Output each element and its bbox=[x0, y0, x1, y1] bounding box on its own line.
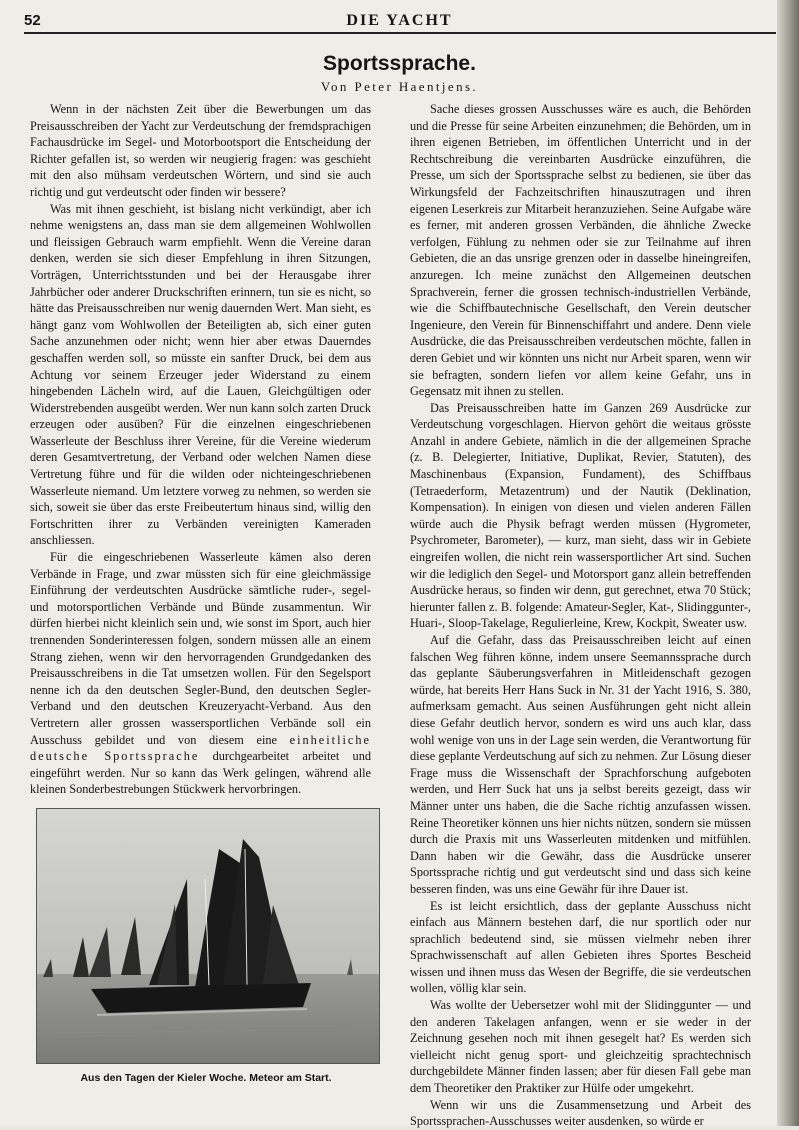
sailing-yacht-photo bbox=[36, 808, 380, 1064]
paragraph: Wenn in der nächsten Zeit über die Bewerbungen um das Preisausschreiben der Yacht zur Verdeutschung der fremdsprachigen Fachausdrücke im Segel- und Motorbootsport die Entscheidung der Richter gefallen ist, so werden wir neugierig fragen: was geschieht mit den also mühsam verdeutschen Wörtern, und sind sie auch richtig und gut verdeutscht oder finden wir bessere? bbox=[30, 102, 371, 199]
paragraph-text: arbeitet und eingeführt werden. Nur so kann das Werk gelingen, während alle kleinen Sonderbestrebungen Stückwerk hervorbringen. bbox=[30, 749, 371, 797]
photo-drawing bbox=[37, 809, 379, 1063]
paragraph: Auf die Gefahr, dass das Preisausschreiben leicht auf einen falschen Weg führen könne, indem unsere Seemannssprache durch das geplante Säuberungsverfahren in Mitleidenschaft gezogen würde, hat bereits Herr Hans Suck in Nr. 31 der Yacht 1916, S. 380, aufmerksam gemacht. Aus seinen Ausführungen geht nicht allein diese Gefahr deutlich hervor, sondern es wird uns auch klar, dass wohl wenige von uns in der Lage sein werden, die Verantwortung für diese geplante Verdeutschung auf sich zu nehmen. Zur Lösung dieser Frage muss die Wissenschaft der Sprachforschung aufgeboten werden, und Herr Suck hat uns ja selbst bereits gezeigt, dass wir Männer unter uns haben, die die Sache richtig anzufassen wissen. Reine Theoretiker können uns hier nichts nützen, sondern sie müssen durch die Praxis mit uns Wasserleuten mitdenken und mitfühlen. Dann haben wir die Gewähr, dass die Ausdrücke unserer Sportssprache richtig und gut verdeutscht sind und dass sich keine besseren finden, was uns eine Gewähr für ihre Dauer ist. bbox=[410, 633, 751, 896]
paragraph: Was mit ihnen geschieht, ist bislang nicht verkündigt, aber ich nehme wenigstens an, dass man sie dem allgemeinen Wohlwollen und fleissigen Gebrauch warm empfiehlt. Wenn die Vereine daran denken, werden sie sich dieser Empfehlung in ihren Sitzungen, Vorträgen, Unterrichtsstunden und bei der Herausgabe ihrer Jahrbücher oder anderer Druckschriften erinnern, tun sie es nicht, so hätte das Preisausschreiben nur wenig dauernden Wert. Man sieht, es hängt ganz vom Wohlwollen der Beteiligten ab, sich einer guten Sache anzunehmen oder nicht; wenn hier aber etwas Dauerndes geschaffen werden soll, so müsste ein sanfter Druck, bei dem aus Achtung vor seinem Erzeuger jeder Widerstand zu einem hingebenden Lächeln wird, auf die Lauen, Gleichgültigen oder Widerstrebenden ausgeübt werden. Wer nun kann solch zarten Druck erzeugen oder ausüben? Für die einzelnen eingeschriebenen Wasserleute der Beschluss ihrer Vereine, für die Vereine wiederum deren Gesamtvertretung, der Verband oder welchen Namen diese Vertretung führe und für die wilden oder nichteingeschriebenen Wasserleute niemand. Um letztere vorweg zu nehmen, so werden sie sich, soweit sie über das erste Freibeutertum hinaus sind, willig den Fortschritten ihrer zu Verbänden vereinigten Kameraden anschliessen. bbox=[30, 201, 371, 548]
author-name: Peter Haentjens. bbox=[354, 79, 479, 94]
left-column bbox=[30, 101, 371, 798]
paragraph bbox=[30, 549, 371, 798]
book-spine-shadow bbox=[777, 0, 799, 1126]
figure-caption: Aus den Tagen der Kieler Woche. Meteor am Start. bbox=[80, 1072, 332, 1084]
paragraph-text: durchgearbeitet bbox=[212, 749, 290, 764]
paragraph: Das Preisausschreiben hatte im Ganzen 269 Ausdrücke zur Verdeutschung vorgeschlagen. Hiervon gehört die weitaus grösste Anzahl in andere Gebiete, nämlich in die der allgemeinen Sprache (z. B. Delegierter, Initiative, Duplikat, Revier, Statuten), des Maschinenbaus (Expansion, Fundament), des Schiffbaus (Tetraederform, Metazentrum) und der Nautik (Deklination, Kompensation). In einigen von diesen und vielen anderen Fällen würde auch die Physik befragt werden müssen (Hygrometer, Psychrometer, Barometer), — kurz, man sieht, dass wir in Gebiete eingreifen wollen, die nicht rein wassersportlicher Art sind. Suchen wir die lediglich den Segel- und Motorsport ganz allein betreffenden Ausdrücke heraus, so finden wir denn, gut gerechnet, etwa 70 Stück; hierunter fallen z. B. folgende: Amateur-Segler, Kat-, Slidinggunter-, Huari-, Sloop-Takelage, Regulierleine, Krew, Kockpit, Sweater usw. bbox=[410, 400, 751, 631]
paragraph-text: Für die eingeschriebenen Wasserleute kämen also deren Verbände in Frage, und zwar müssten sich für eine gleichmässige Einführung der verdeutschten Ausdrücke sämtliche ruder-, segel- und motorsportlichen Verbände und Bünde zusammentun. Wir dürfen hierbei nicht kleinlich sein und, wie sonst im Sport, auch hier trennenden Sonderinteressen folgen, sondern müssen alle an einem Strang ziehen, wenn wir den hervorragenden Grundgedanken des Preisausschreibens in die Tat umsetzen wollen. Für den Segelsport nenne ich da den deutschen Segler-Bund, den deutschen Segler-Verband und den deutschen Kreuzeryacht-Verband. Aus den Vertretern aller grossen wassersportlichen Verbände soll ein Ausschuss gebildet und von diesem eine bbox=[30, 550, 371, 747]
paragraph: Es ist leicht ersichtlich, dass der geplante Ausschuss nicht einfach aus Männern bestehen darf, die nur sportlich oder nur sprachlich bedeutend sind, sie müssen vielmehr neben ihrer Sprachwissenschaft auf allen Gebieten ihres Sportes Bescheid wissen und ihnen muss das Wesen der Begriffe, die sie verdeutschen wollen, völlig klar sein. bbox=[410, 898, 751, 996]
article-title: Sportssprache. bbox=[323, 52, 476, 75]
paragraph: Wenn wir uns die Zusammensetzung und Arbeit des Sportssprachen-Ausschusses weiter ausdenken, so würde er bbox=[410, 1097, 751, 1129]
header-rule bbox=[24, 32, 776, 34]
paragraph: Sache dieses grossen Ausschusses wäre es auch, die Behörden und die Presse für seine Arbeiten einzunehmen; die Behörden, um in ihren eigenen Betrieben, im öffentlichen Unterricht und in der Rechtschreibung die vereinbarten Ausdrücke einzuführen, die Presse, um sich der Sportssprache selbst zu bedienen, sie über das Wirkungsfeld der Fachzeitschriften hinauszutragen und ihren eigenen Leserkreis zur Mitarbeit heranzuziehen. Seine Aufgabe wäre es ferner, mit anderen grossen Verbänden, die ähnliche Zwecke verfolgen, Fühlung zu nehmen oder sie zur Teilnahme auf ihren Gebieten, die an das unsrige grenzen oder in dasselbe hineingreifen, anzuregen. Ich meine zunächst den Allgemeinen deutschen Sprachverein, ferner die grossen technisch-industriellen Verbände, wie die Schiffbautechnische Gesellschaft, den Verein deutscher Ingenieure, den Verein für Binnenschiffahrt und andere. Denn viele Ausdrücke, die das Preisausschreiben verdeutschen möchte, fallen in deren Gebiet und wir könnten uns nicht nur Arbeit sparen, wenn wir sie befragten, sondern liefen vor allem keine Gefahr, uns in Gegensatz mit ihnen zu stellen. bbox=[410, 102, 751, 399]
byline bbox=[0, 79, 799, 95]
paragraph: Was wollte der Uebersetzer wohl mit der Slidinggunter — und den anderen Takelagen anfangen, wenn er sie weder in der Zeichnung gesehen noch mit ihnen gesegelt hat? Es werden sich vielleicht nicht genug sport- und gleichzeitig sprachtechnisch durchgebildete Männer finden lassen; aber für diesen Fall gebe man dem Theoretiker den Praktiker zur Hülfe oder umgekehrt. bbox=[410, 998, 751, 1096]
running-title: DIE YACHT bbox=[346, 12, 453, 29]
page-number: 52 bbox=[24, 12, 41, 29]
byline-prefix: Von bbox=[320, 79, 349, 94]
spaced-emphasis: einheitliche deutsche Sportssprache bbox=[30, 732, 371, 764]
right-column bbox=[410, 101, 751, 1130]
